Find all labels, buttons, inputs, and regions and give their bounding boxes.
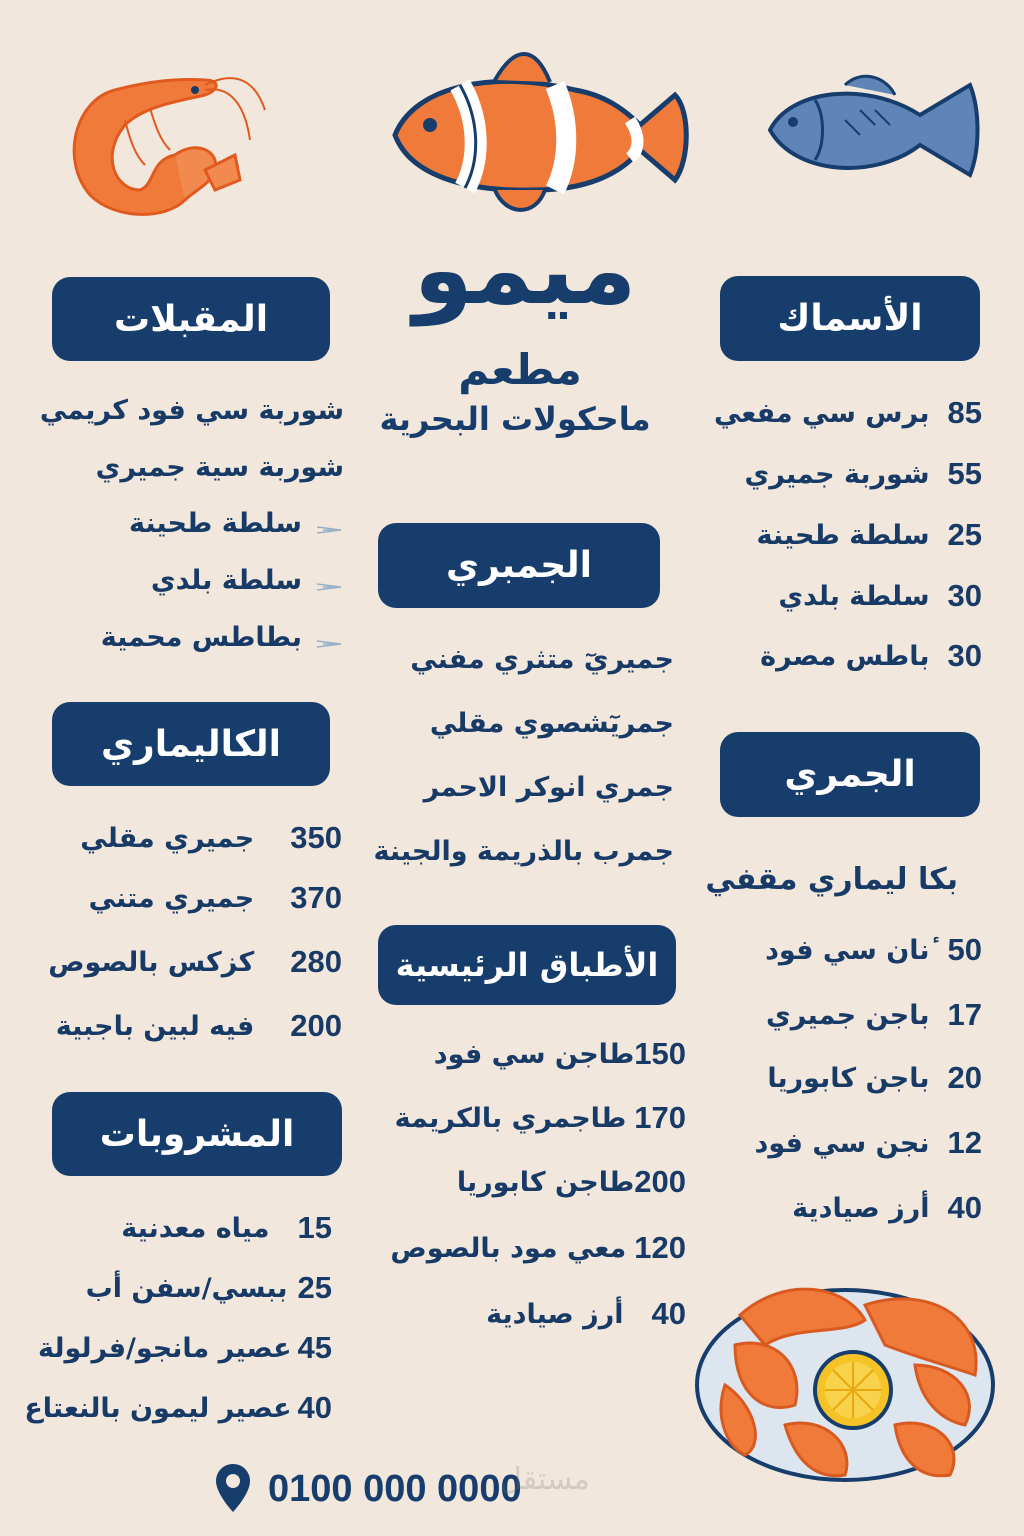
menu-item: شوربة سية جميري <box>95 452 344 483</box>
phone-number[interactable]: 0100 000 0000 <box>268 1468 522 1510</box>
shrimp-center-section-title: الجمبري <box>378 523 660 608</box>
menu-item: 200 طاجن كابوريا <box>456 1164 686 1199</box>
menu-item: جمري انوكر الاحمر <box>423 772 674 803</box>
menu-item: 12 نجن سي فود <box>754 1125 982 1160</box>
menu-item: 280 كزكس بالصوص <box>48 944 342 979</box>
menu-item: 50 ٔنان سي فود <box>765 932 982 967</box>
shrimp-plate-icon <box>695 1275 1000 1485</box>
menu-item: 120 معي مود بالصوص <box>390 1230 686 1265</box>
menu-item: 17 باجن جميري <box>765 997 982 1032</box>
menu-item: 150 طاجن سي فود <box>433 1036 686 1071</box>
menu-item: سلطة طحينة <box>129 508 302 539</box>
menu-item: 25 سلطة طحينة <box>756 517 982 552</box>
calamari-section-title: الكاليماري <box>52 702 330 786</box>
restaurant-type: مطعم <box>458 345 582 394</box>
shrimp-icon <box>55 60 270 225</box>
shrimp-right-section-title: الجمري <box>720 732 980 817</box>
dash-arrow-icon <box>315 638 345 650</box>
menu-item: جمريٓشصوي مقلي <box>429 708 674 739</box>
appetizers-section-title: المقبلات <box>52 277 330 361</box>
menu-item: جمرب بالذريمة والجينة <box>373 836 674 867</box>
menu-item: 20 باجن كابوريا <box>767 1060 982 1095</box>
menu-item: سلطة بلدي <box>150 565 302 596</box>
menu-item: 30 باطس مصرة <box>760 638 982 673</box>
menu-item: 370 جميري متني <box>88 880 342 915</box>
watermark: مستقل <box>500 1462 590 1497</box>
menu-item: 45 عصير مانجو/فرلولة <box>37 1330 332 1365</box>
menu-item: 40 عصير ليمون بالنعتاع <box>24 1390 332 1425</box>
menu-item: 25 ببسي/سفن أب <box>85 1270 332 1305</box>
menu-item: 200 فيه لبين باجبية <box>55 1008 342 1043</box>
main-dishes-section-title: الأطباق الرئيسية <box>378 925 676 1005</box>
menu-item: شوربة سي فود كريمي <box>39 395 344 426</box>
clownfish-icon <box>385 40 695 220</box>
restaurant-name: ميمو <box>413 214 637 326</box>
drinks-section-title: المشروبات <box>52 1092 342 1176</box>
menu-item: 55 شوربة جميري <box>744 456 982 491</box>
menu-item: جميريٓ متثري مفني <box>410 644 674 675</box>
fish-section-title: الأسماك <box>720 276 980 361</box>
menu-item: 170 طاجمري بالكريمة <box>394 1100 686 1135</box>
menu-item: 85 برس سي مفعي <box>713 395 982 430</box>
blue-fish-icon <box>765 70 990 190</box>
restaurant-tagline: ماحكولات البحرية <box>379 400 651 438</box>
location-pin-icon <box>214 1462 252 1514</box>
menu-item: 350 جميري مقلي <box>80 820 342 855</box>
menu-item: بطاطس محمية <box>100 622 302 653</box>
menu-item: 40 أرز صيادية <box>792 1190 982 1225</box>
menu-item: 15 مياه معدنية <box>121 1210 332 1245</box>
section-subtitle: بكا ليماري مقفي <box>705 862 958 897</box>
dash-arrow-icon <box>315 581 345 593</box>
dash-arrow-icon <box>315 524 345 536</box>
menu-item: 30 سلطة بلدي <box>778 578 982 613</box>
menu-item: 40 أرز صيادية <box>486 1296 686 1331</box>
